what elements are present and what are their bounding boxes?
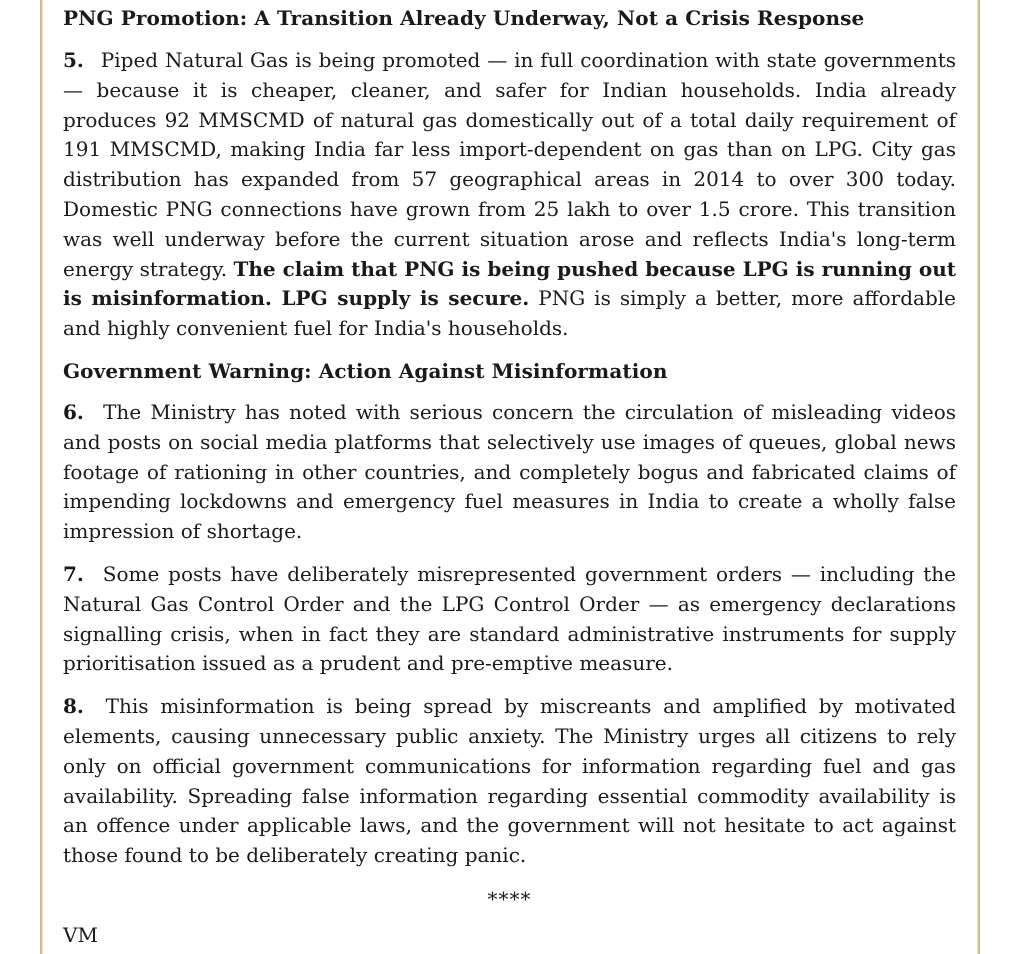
paragraph-7	[63, 560, 956, 679]
paragraph-text: Piped Natural Gas is being promoted — in full coordination with state governments — because it is cheaper, cleaner, and safer for Indian households. India already produces 92 MMSCMD of natural gas domestically out of a total daily requirement of 191 MMSCMD, making India far less import-dependent on gas than on LPG. City gas distribution has expanded from 57 geographical areas in 2014 to over 300 today. Domestic PNG connections have grown from 25 lakh to over 1.5 crore. This transition was well underway before the current situation arose and reflects India's long-term energy strategy.	[63, 48, 956, 281]
paragraph-number: 5.	[63, 48, 84, 72]
paragraph-bold-claim: The claim that PNG is being pushed because LPG is running out is misinformation. LPG supply is secure.	[63, 256, 957, 311]
paragraph-number: 6.	[63, 399, 84, 424]
paragraph-text: Some posts have deliberately misrepresented government orders — including the Natural Gas Control Order and the LPG Control Order — as emergency declarations signalling crisis, when in fact they are standard administrative instruments for supply prioritisation issued as a prudent and pre-emptive measure.	[63, 561, 957, 676]
end-separator: ****	[487, 886, 532, 911]
paragraph-8	[63, 692, 956, 871]
section-heading-png-promotion: PNG Promotion: A Transition Already Underway, Not a Crisis Response	[63, 6, 865, 30]
paragraph-6	[63, 398, 956, 547]
paragraph-5	[63, 46, 956, 344]
paragraph-text: This misinformation is being spread by miscreants and amplified by motivated elements, causing unnecessary public anxiety. The Ministry urges all citizens to rely only on official government communications for information regarding fuel and gas availability. Spreading false information regarding essential commodity availability is an offence under applicable laws, and the government will not hesitate to act against those found to be deliberately creating panic.	[63, 694, 956, 868]
paragraph-text: The Ministry has noted with serious concern the circulation of misleading videos and posts on social media platforms that selectively use images of queues, global news footage of rationing in other countries, and completely bogus and fabricated claims of impending lockdowns and emergency fuel measures in India to create a wholly false impression of shortage.	[63, 399, 956, 544]
press-release-body	[63, 2, 956, 949]
section-heading-government-warning: Government Warning: Action Against Misinformation	[63, 358, 668, 383]
signature-initials: VM	[63, 922, 98, 947]
paragraph-tail: PNG is simply a better, more affordable and highly convenient fuel for India's households.	[63, 286, 957, 341]
paragraph-number: 7.	[63, 561, 84, 586]
paragraph-number: 8.	[63, 694, 84, 719]
